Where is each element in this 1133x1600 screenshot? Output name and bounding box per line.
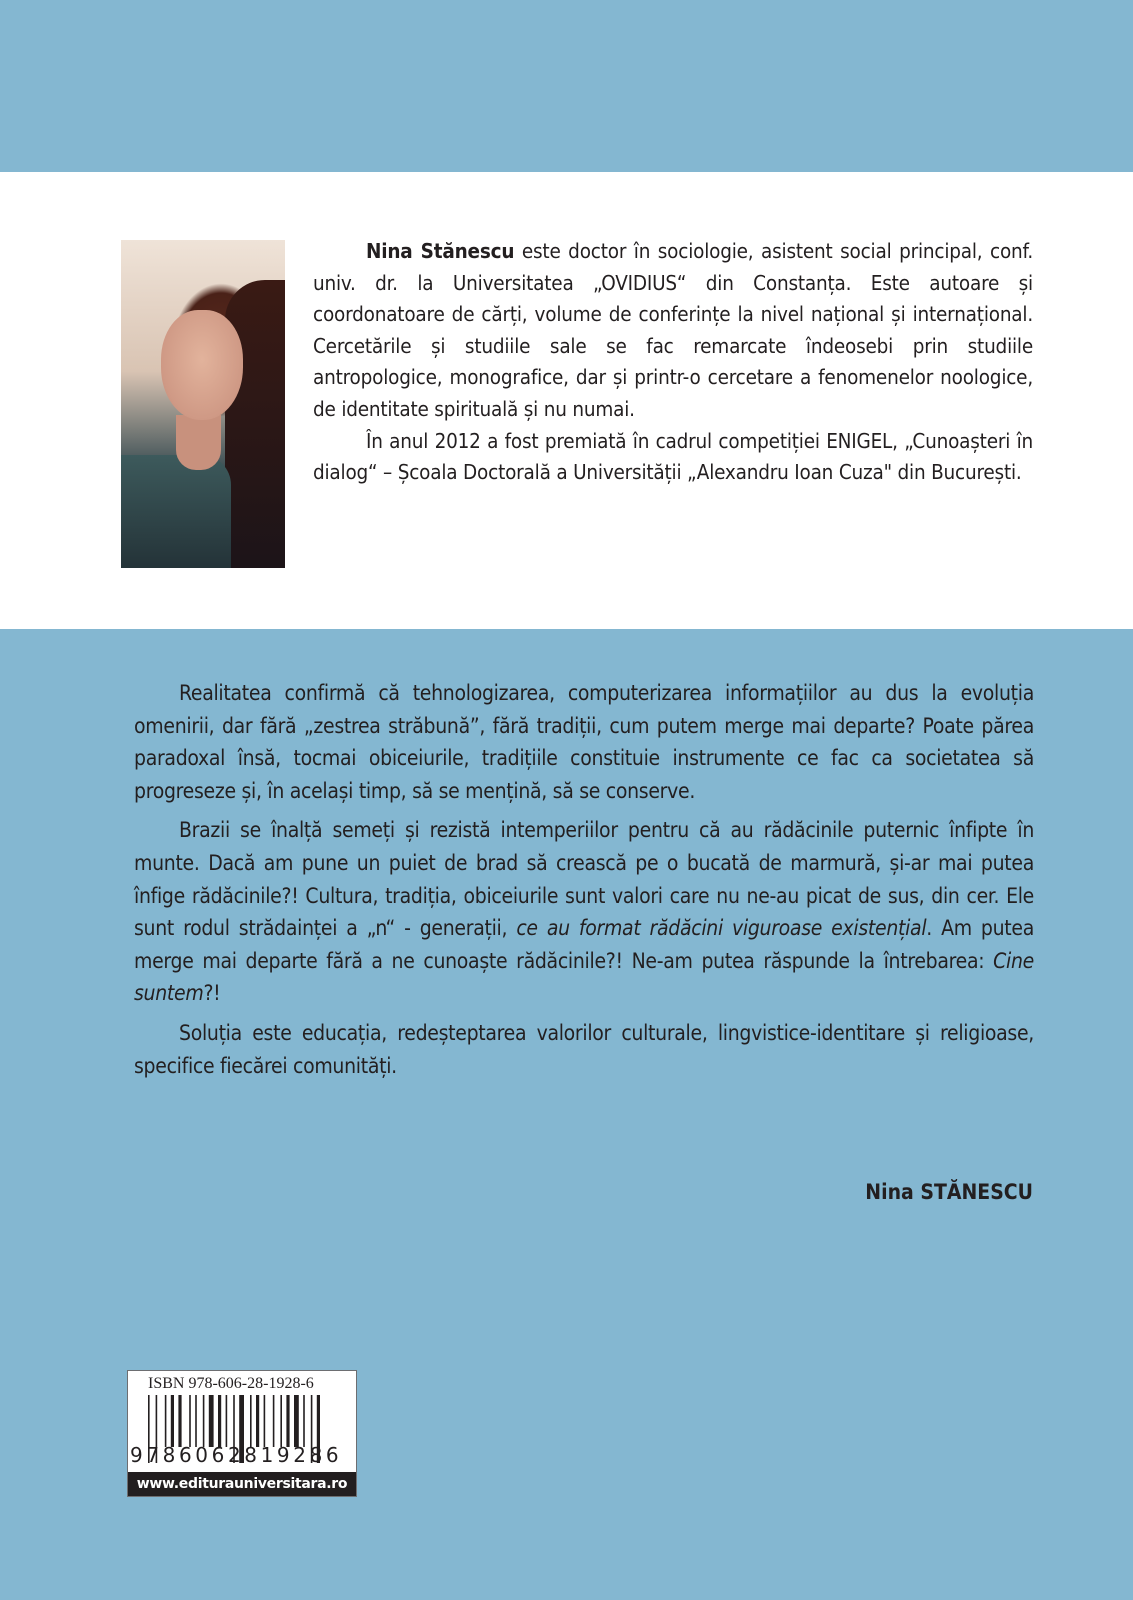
essay-paragraph-3: Soluția este educația, redeșteptarea valorilor culturale, lingvistice-identitare și religioase, specifice fiecărei comunități. bbox=[134, 1020, 1034, 1078]
barcode-bar bbox=[189, 1395, 191, 1447]
barcode-digits: 9786062819286 bbox=[130, 1443, 343, 1467]
barcode-bar bbox=[273, 1395, 275, 1447]
barcode-bar bbox=[294, 1395, 299, 1447]
essay-p2-part-c: ?! bbox=[203, 981, 221, 1006]
photo-shirt bbox=[121, 455, 231, 568]
top-color-band bbox=[0, 0, 1133, 172]
back-cover-essay bbox=[134, 677, 1034, 1089]
isbn-barcode-box bbox=[127, 1370, 357, 1497]
essay-paragraph-1: Realitatea confirmă că tehnologizarea, computerizarea informațiilor au dus la evoluția omenirii, dar fără „zestrea străbună”, fără tradiții, cum putem merge mai departe? Poate părea paradoxal însă, tocmai obiceiurile, tradițiile constituie instrumente ce fac ca societatea să progreseze și, în același timp, să se mențină, să se conserve. bbox=[134, 681, 1034, 803]
barcode-bar bbox=[280, 1395, 282, 1447]
barcode-bar bbox=[250, 1395, 252, 1447]
barcode-bar bbox=[264, 1395, 266, 1447]
isbn-label: ISBN 978-606-28-1928-6 bbox=[148, 1375, 314, 1392]
barcode-bar bbox=[218, 1395, 221, 1447]
bio-paragraph-1 bbox=[313, 236, 1033, 426]
essay-paragraph-2 bbox=[134, 814, 1034, 1010]
barcode-bar bbox=[165, 1395, 167, 1447]
essay-p2-part-b: . Am putea merge mai departe fără a ne cunoaște rădăcinile?! Ne-am putea răspunde la întrebarea: bbox=[134, 916, 1034, 973]
essay-p2-italic-2: Cine suntem bbox=[134, 948, 1034, 1006]
barcode-bar bbox=[171, 1395, 174, 1447]
barcode-bar bbox=[209, 1395, 214, 1447]
barcode-bar bbox=[178, 1395, 181, 1447]
photo-hair bbox=[225, 280, 285, 568]
author-photo bbox=[121, 240, 285, 568]
barcode-bar bbox=[286, 1395, 289, 1447]
essay-p2-part-a: Brazii se înalță semeți și rezistă intemperiilor pentru că au rădăcinile puternic înfipte în munte. Dacă am pune un puiet de brad să crească pe o bucată de marmură, și-ar mai putea înfige rădăcinile?! Cultura, tradiția, obiceiurile sunt valori care nu ne-au picat de sus, din cer. Ele sunt rodul strădainței a „n“ - generații, bbox=[134, 818, 1034, 941]
bio-paragraph-2: În anul 2012 a fost premiată în cadrul competiției ENIGEL, „Cunoașteri în dialog“ – Școala Doctorală a Universității „Alexandru Ioan Cuza" din București. bbox=[313, 428, 1033, 485]
barcode-bar bbox=[226, 1395, 228, 1447]
barcode-bar bbox=[303, 1395, 305, 1447]
author-name: Nina Stănescu bbox=[366, 239, 515, 263]
publisher-website: www.editurauniversitara.ro bbox=[128, 1472, 356, 1496]
barcode-bar bbox=[256, 1395, 259, 1447]
essay-signature: Nina STĂNESCU bbox=[865, 1180, 1033, 1204]
barcode-bar bbox=[195, 1395, 197, 1447]
bio-paragraph-1-text: este doctor în sociologie, asistent social principal, conf. univ. dr. la Universitatea „OVIDIUS“ din Constanța. Este autoare și coordonatoare de cărți, volume de conferințe la nivel național și internațional. Cercetările și studiile sale se fac remarcate îndeosebi prin studiile antropologice, monografice, dar și printr-o cercetare a fenomenelor noologice, de identitate spirituală și nu numai. bbox=[313, 239, 1033, 421]
author-bio bbox=[313, 236, 1033, 489]
essay-p2-italic: ce au format rădăcini viguroase existențial bbox=[516, 916, 927, 941]
photo-neck bbox=[176, 415, 221, 470]
barcode-bar bbox=[203, 1395, 205, 1447]
photo-face bbox=[161, 310, 243, 420]
